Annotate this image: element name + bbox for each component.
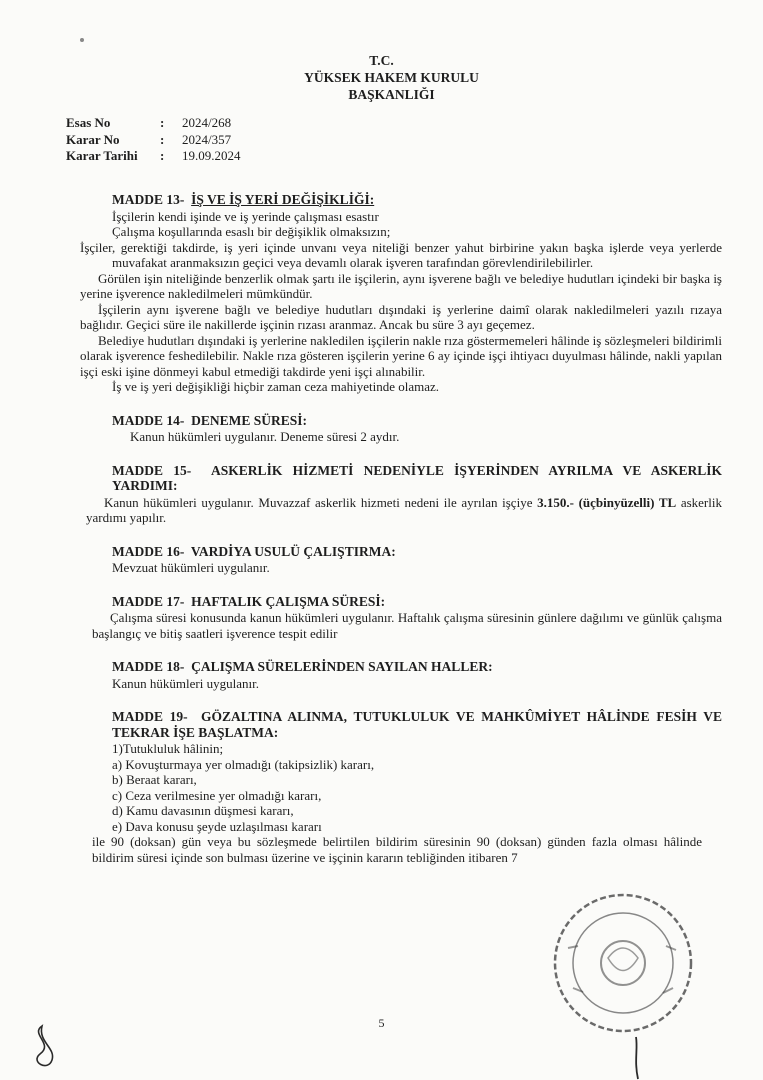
article-18-title bbox=[112, 659, 722, 675]
article-13-p3: İşçiler, gerektiği takdirde, iş yeri içinde unvanı veya niteliği benzer yahut birbirine yakın başka işlerde veya yerlerde muvafakat aranmaksızın geçici veya devamlı olarak işveren tarafından görevlendirilebilirler. bbox=[80, 239, 722, 270]
article-19-list-b: b) Beraat kararı, bbox=[112, 772, 197, 787]
article-15-title bbox=[86, 463, 722, 494]
document-body bbox=[80, 192, 723, 865]
article-19-p-end: ile 90 (doksan) gün veya bu sözleşmede belirtilen bildirim süresinin 90 (doksan) günden fazla olması hâlinde bildirim süresi içinde son bulması üzerine ve işçinin kararın tebliğinden itibaren 7 bbox=[92, 834, 702, 865]
meta-value: 2024/268 bbox=[182, 115, 232, 130]
article-number: MADDE 16- bbox=[112, 543, 185, 559]
meta-key: Karar No bbox=[66, 131, 120, 147]
meta-value: 19.09.2024 bbox=[182, 148, 241, 163]
header-department: BAŞKANLIĞI bbox=[348, 87, 435, 102]
article-14-p1: Kanun hükümleri uygulanır. Deneme süresi 2 aydır. bbox=[130, 429, 400, 444]
article-19-list-a: a) Kovuşturmaya yer olmadığı (takipsizlik) kararı, bbox=[112, 756, 375, 772]
article-heading: ÇALIŞMA SÜRELERİNDEN SAYILAN HALLER: bbox=[191, 659, 493, 674]
article-13-p7: İş ve iş yeri değişikliği hiçbir zaman ceza mahiyetinde olamaz. bbox=[112, 379, 440, 394]
meta-key: Esas No bbox=[66, 115, 111, 130]
article-19-list-e: e) Dava konusu şeyde uzlaşılması kararı bbox=[112, 818, 322, 834]
meta-row-tarih bbox=[66, 148, 241, 165]
article-13-p6: Belediye hudutları dışındaki iş yerlerine nakledilen işçilerin nakle rıza göstermemeleri hâlinde iş sözleşmeleri bildirimli olarak işverence feshedilebilir. Nakle rıza gösteren işçilerin yerine 6 ay içinde işçi ihtiyacı duyulması hâlinde, nakli yapılan işçi eski işine dönmeyi kabul etmediği takdirde yeni işçi alınabilir. bbox=[80, 332, 722, 379]
meta-row-karar bbox=[66, 132, 241, 149]
meta-sep: : bbox=[160, 148, 165, 163]
meta-key: Karar Tarihi bbox=[66, 148, 138, 163]
article-15-text-c: askerlik yardımı yapılır. bbox=[86, 494, 722, 525]
article-17-title bbox=[112, 594, 722, 610]
article-13-title bbox=[112, 192, 722, 208]
article-15-p1 bbox=[86, 495, 722, 526]
article-number: MADDE 18- bbox=[112, 659, 185, 674]
article-17-p1: Çalışma süresi konusunda kanun hükümleri uygulanır. Haftalık çalışma süresinin günlere dağılımı ve günlük çalışma başlangıç ve bitiş saatleri işverence tespit edilir bbox=[92, 610, 722, 641]
article-heading: GÖZALTINA ALINMA, TUTUKLULUK VE MAHKÛMİYET HÂLİNDE FESİH VE TEKRAR İŞE BAŞLATMA: bbox=[112, 709, 723, 740]
article-heading: VARDİYA USULÜ ÇALIŞTIRMA: bbox=[190, 543, 396, 559]
article-number: MADDE 15- bbox=[112, 462, 192, 478]
meta-value: 2024/357 bbox=[182, 131, 232, 147]
article-14-title bbox=[112, 413, 722, 429]
meta-sep: : bbox=[160, 115, 165, 130]
article-heading: ASKERLİK HİZMETİ NEDENİYLE İŞYERİNDEN AYRILMA VE ASKERLİK YARDIMI: bbox=[112, 462, 722, 493]
case-meta bbox=[66, 115, 241, 165]
article-19-list-intro: 1)Tutukluluk hâlinin; bbox=[112, 741, 224, 756]
article-number: MADDE 14- bbox=[112, 412, 185, 428]
handwritten-initial-icon bbox=[28, 1020, 68, 1076]
page-number: 5 bbox=[378, 1016, 385, 1030]
article-15-text-a: Kanun hükümleri uygulanır. Muvazzaf askerlik hizmeti nedeni ile ayrılan işçiye bbox=[104, 494, 538, 510]
article-13-p4: Görülen işin niteliğinde benzerlik olmak şartı ile işçilerin, aynı işverene bağlı ve belediye hudutları içindeki bir başka iş yerine işverence nakledilmeleri mümkündür. bbox=[80, 270, 722, 301]
article-18-p1: Kanun hükümleri uygulanır. bbox=[112, 675, 259, 691]
header-tc: T.C. bbox=[369, 53, 394, 68]
article-19-list-c: c) Ceza verilmesine yer olmadığı kararı, bbox=[112, 787, 322, 803]
article-13-p2: Çalışma koşullarında esaslı bir değişiklik olmaksızın; bbox=[112, 224, 391, 239]
article-16-title bbox=[112, 544, 722, 560]
article-number: MADDE 17- bbox=[112, 593, 185, 609]
article-heading: HAFTALIK ÇALIŞMA SÜRESİ: bbox=[191, 593, 386, 609]
official-seal-icon bbox=[548, 888, 698, 1038]
article-16-p1: Mevzuat hükümleri uygulanır. bbox=[112, 560, 270, 575]
article-heading: İŞ VE İŞ YERİ DEĞİŞİKLİĞİ: bbox=[191, 192, 375, 207]
handwritten-stroke-icon bbox=[628, 1035, 648, 1080]
article-19-list-d: d) Kamu davasının düşmesi kararı, bbox=[112, 803, 294, 818]
scan-speck bbox=[80, 38, 84, 42]
article-13-p1: İşçilerin kendi işinde ve iş yerinde çalışması esastır bbox=[112, 208, 379, 224]
article-heading: DENEME SÜRESİ: bbox=[191, 412, 308, 428]
article-number: MADDE 13- bbox=[112, 192, 185, 207]
article-13-p5: İşçilerin aynı işverene bağlı ve belediye hudutları dışındaki iş yerlerine daimî olarak nakledilmeleri yazılı rızaya bağlıdır. Geçici süre ile nakillerde işçinin rızası aranmaz. Ancak bu süre 3 ayı geçemez. bbox=[80, 301, 722, 332]
meta-row-esas bbox=[66, 115, 241, 132]
header-organization: YÜKSEK HAKEM KURULU bbox=[304, 70, 479, 85]
meta-sep: : bbox=[160, 131, 165, 147]
article-19-title bbox=[112, 709, 722, 740]
article-number: MADDE 19- bbox=[112, 709, 188, 724]
article-15-amount: 3.150.- (üçbinyüzelli) TL bbox=[537, 494, 677, 510]
